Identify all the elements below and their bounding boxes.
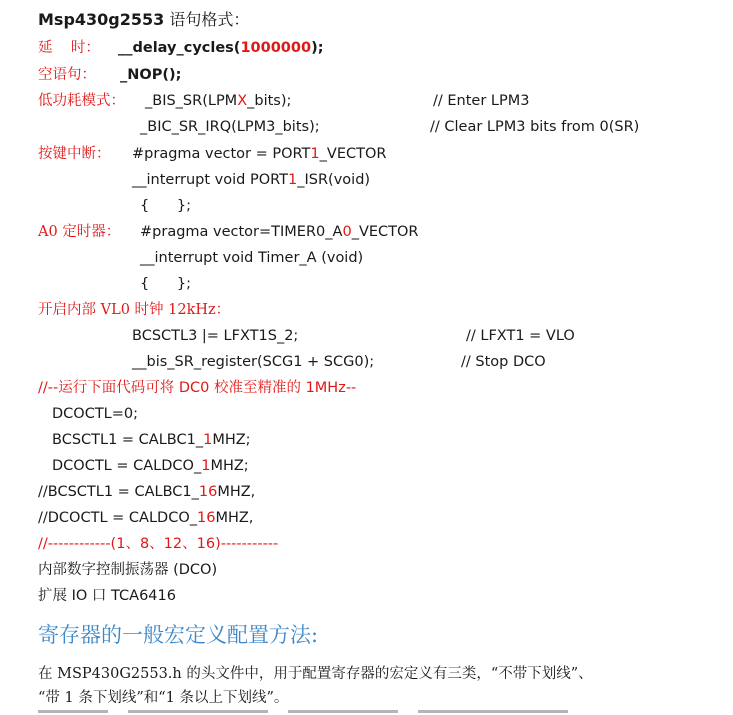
key-isr-post: _ISR(void): [297, 172, 371, 188]
delay-code-post: );: [311, 40, 324, 56]
dco-line-2-num: 1: [203, 432, 213, 448]
cut-off-fragment: [288, 710, 398, 713]
key-pragma: [132, 145, 386, 163]
delay-code: [118, 39, 324, 57]
dco-line-4-pre: //BCSCTL1 = CALBC1_: [38, 484, 199, 500]
dco-line-4-num: 16: [198, 484, 218, 500]
lpm-enter-pre: _BIS_SR(LPM: [145, 93, 238, 109]
vlo-label: 开启内部 VL0 时钟 12kHz：: [38, 302, 231, 318]
cut-off-fragment: [128, 710, 268, 713]
dco-line-5-post: MHZ,: [215, 510, 254, 526]
dco-line-3-pre: DCOCTL = CALDCO_: [52, 458, 202, 474]
dco-note: 内部数字控制振荡器 (DCO): [38, 562, 218, 578]
dco-footer: //------------(1、8、12、16)-----------: [38, 536, 279, 552]
doc-title: [38, 11, 249, 29]
dco-line-2-post: MHZ;: [212, 432, 251, 448]
dco-line-5-pre: //DCOCTL = CALDCO_: [38, 510, 197, 526]
cut-off-text-line: [38, 708, 638, 715]
dco-header: //--运行下面代码可将 DC0 校准至精准的 1MHz--: [38, 380, 357, 396]
lpm-enter-post: _bits);: [247, 93, 292, 109]
key-isr: [132, 171, 370, 189]
delay-code-num: 1000000: [240, 40, 312, 56]
section-heading: 寄存器的一般宏定义配置方法:: [38, 623, 319, 647]
nop-code: _NOP();: [120, 67, 182, 83]
dco-line-5-num: 16: [196, 510, 216, 526]
lpm-enter-x: X: [237, 93, 248, 109]
cut-off-fragment: [38, 710, 108, 713]
lpm-clear-comment: // Clear LPM3 bits from 0(SR): [430, 119, 640, 135]
dco-line-5: [38, 509, 253, 527]
key-isr-num: 1: [288, 172, 298, 188]
key-pragma-num: 1: [310, 146, 320, 162]
key-isr-pre: __interrupt void PORT: [132, 172, 289, 188]
lpm-clear-code: _BIC_SR_IRQ(LPM3_bits);: [140, 119, 320, 135]
timer-pragma-num: 0: [342, 224, 352, 240]
dco-line-1: DCOCTL=0;: [52, 406, 139, 422]
key-pragma-pre: #pragma vector = PORT: [132, 146, 311, 162]
vlo-stop-dco-comment: // Stop DCO: [461, 354, 546, 370]
key-pragma-post: _VECTOR: [319, 146, 387, 162]
key-braces: { };: [140, 198, 191, 214]
timer-label: A0 定时器：: [38, 224, 121, 240]
vlo-bcsctl3: BCSCTL3 |= LFXT1S_2;: [132, 328, 299, 344]
delay-code-pre: __delay_cycles(: [118, 40, 241, 56]
timer-pragma: [140, 223, 419, 241]
dco-line-3-post: MHZ;: [210, 458, 249, 474]
timer-isr: __interrupt void Timer_A (void): [140, 250, 364, 266]
nop-label: 空语句：: [38, 67, 96, 83]
title-suffix: 语句格式：: [164, 10, 250, 29]
timer-pragma-post: _VECTOR: [351, 224, 419, 240]
dco-line-3: [52, 457, 249, 475]
delay-label: 延 时：: [38, 40, 100, 56]
dco-line-4-post: MHZ,: [217, 484, 256, 500]
dco-line-2-pre: BCSCTL1 = CALBC1_: [52, 432, 204, 448]
key-int-label: 按键中断：: [38, 146, 111, 162]
lpm-enter-code: [145, 92, 291, 110]
cut-off-fragment: [418, 710, 568, 713]
lpm-label: 低功耗模式：: [38, 93, 125, 109]
timer-pragma-pre: #pragma vector=TIMER0_A: [140, 224, 343, 240]
title-chip-name: Msp430g2553: [38, 10, 165, 29]
dco-line-4: [38, 483, 255, 501]
vlo-stop-dco: __bis_SR_register(SCG1 + SCG0);: [132, 354, 375, 370]
lpm-enter-comment: // Enter LPM3: [433, 93, 530, 109]
dco-line-3-num: 1: [201, 458, 211, 474]
dco-line-2: [52, 431, 251, 449]
para-line-1: 在 MSP430G2553.h 的头文件中，用于配置寄存器的宏定义有三类，“不带下划线”、: [38, 666, 593, 682]
io-note: 扩展 IO 口 TCA6416: [38, 588, 176, 604]
timer-braces: { };: [140, 276, 191, 292]
vlo-bcsctl3-comment: // LFXT1 = VLO: [466, 328, 575, 344]
para-line-2: “带 1 条下划线”和“1 条以上下划线”。: [38, 690, 289, 706]
